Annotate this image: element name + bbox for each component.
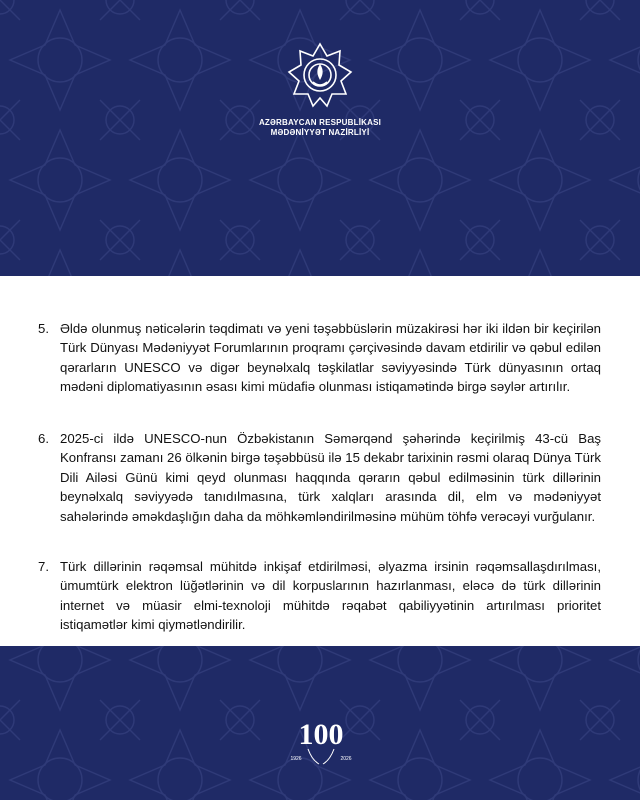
year-left: 1926: [290, 756, 302, 762]
item-text: 2025-ci ildə UNESCO-nun Özbəkistanın Səmərqənd şəhərində keçirilmiş 43-cü Baş Konfransı zamanı 26 ölkənin birgə təşəbbüsü ilə 15 dekabr tarixinin rəsmi olaraq Dünya Türk Dili Ailəsi Günü kimi qeyd olunması haqqında qərarın qəbul edilməsinin türk dillərinin beynəlxalq səviyyədə tanıdılmasına, türk xalqları arasında dil, elm və mədəniyyət sahələrində əməkdaşlığın daha da möhkəmləndirilməsinə mühüm töhfə verəcəyi vurğulanır.: [60, 431, 601, 524]
item-number: 7.: [38, 559, 49, 574]
anniversary-number: 100: [298, 718, 344, 751]
item-text: Türk dillərinin rəqəmsal mühitdə inkişaf etdirilməsi, əlyazma irsinin rəqəmsallaşdırılması, ümumtürk elektron lüğətlərinin və dil korpuslarının hazırlanması, eləcə də türk dillərinin internet və müasir elmi-texnoloji mühitdə rəqabət qabiliyyətinin artırılması prioritet istiqamətlər kimi qiymətləndirilir.: [60, 559, 601, 633]
ministry-line-1: AZƏRBAYCAN RESPUBLİKASI: [258, 118, 382, 127]
ministry-line-2: MƏDƏNİYYƏT NAZİRLİYİ: [270, 128, 370, 137]
header: [0, 0, 640, 276]
year-right: 2026: [340, 756, 352, 762]
ministry-name: [220, 118, 420, 138]
azerbaijan-emblem-icon: [287, 42, 353, 108]
content-panel: [0, 276, 640, 646]
item-text: Əldə olunmuş nəticələrin təqdimatı və yeni təşəbbüslərin müzakirəsi hər iki ildən bir keçirilən Türk Dünyası Mədəniyyət Forumlarının proqramı çərçivəsində davam etdirilir və qəbul edilən qərarların UNESCO və digər beynəlxalq təşkilatlar səviyyəsində Türk dünyasının ortaq mədəni diplomatiyasının əsası kimi müdafiə olunması istiqamətində birgə səylər artırılır.: [60, 321, 601, 395]
centenary-logo-icon: [286, 716, 356, 772]
item-number: 5.: [38, 321, 49, 336]
item-number: 6.: [38, 431, 49, 446]
